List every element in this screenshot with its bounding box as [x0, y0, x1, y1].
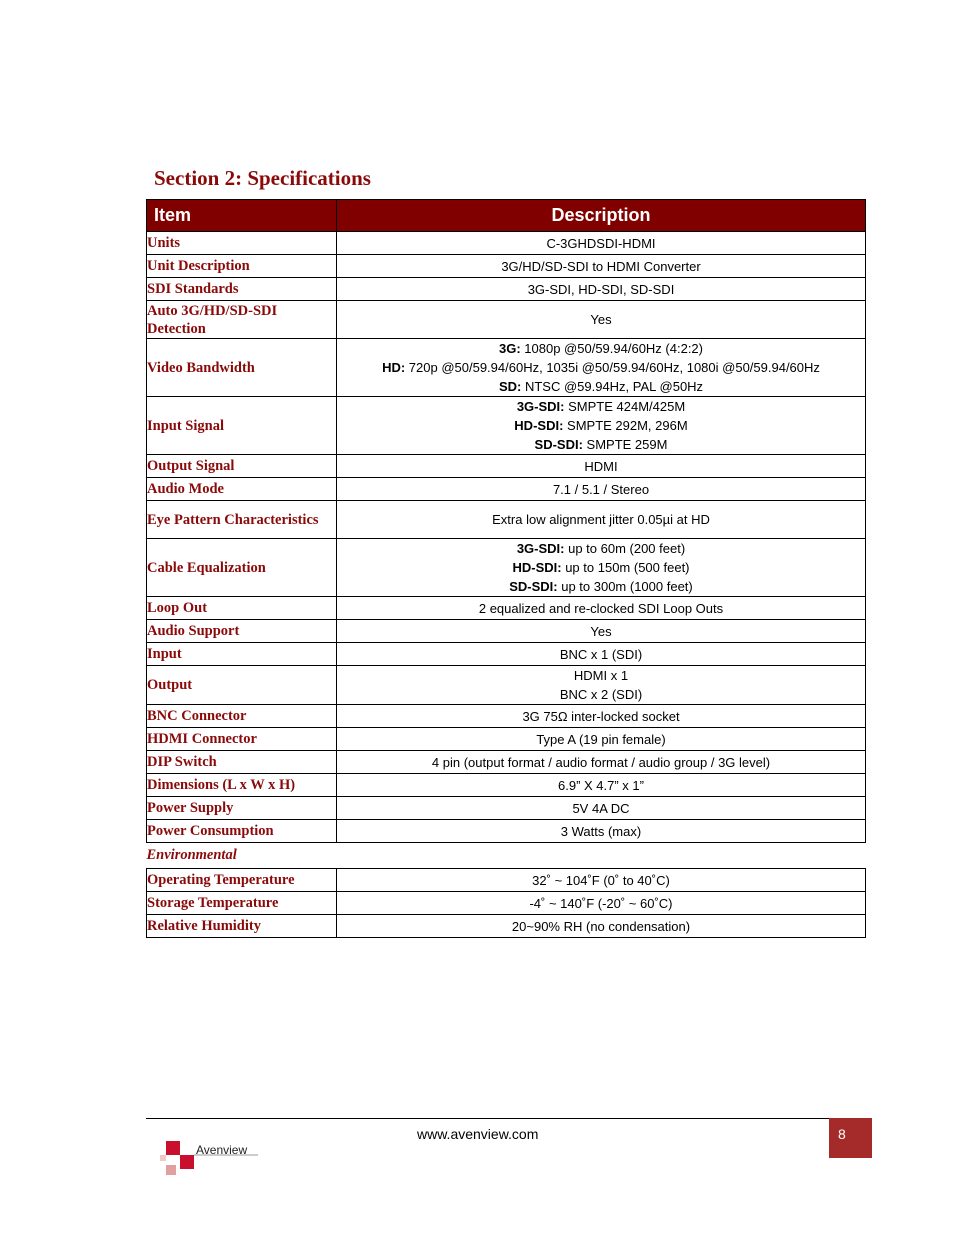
spec-value-line: [337, 822, 865, 841]
spec-value-line: [337, 510, 865, 529]
spec-value-line: [337, 339, 865, 358]
table-header-row: [147, 200, 866, 232]
spec-value-line: [337, 799, 865, 818]
spec-value: [337, 478, 866, 501]
spec-label: SDI Standards: [147, 278, 337, 301]
table-row: [147, 774, 866, 797]
spec-value: [337, 301, 866, 339]
spec-value-text: Extra low alignment jitter 0.05µi at HD: [492, 512, 710, 527]
spec-label: BNC Connector: [147, 705, 337, 728]
spec-value-text: SMPTE 259M: [582, 437, 668, 452]
spec-value: [337, 339, 866, 397]
logo-text: Avenview: [196, 1143, 248, 1157]
header-item: Item: [147, 200, 337, 232]
spec-label: Cable Equalization: [147, 539, 337, 597]
table-row: [147, 501, 866, 539]
spec-label: Auto 3G/HD/SD-SDI Detection: [147, 301, 337, 339]
spec-value: [337, 620, 866, 643]
spec-value-text: 7.1 / 5.1 / Stereo: [552, 481, 650, 497]
spec-label: Input Signal: [147, 397, 337, 455]
spec-value-prefix: HD:: [382, 360, 406, 375]
table-row: [147, 597, 866, 620]
spec-label: Audio Mode: [147, 478, 337, 501]
spec-value: [337, 728, 866, 751]
spec-value: [337, 278, 866, 301]
spec-value: [337, 751, 866, 774]
spec-value: [337, 232, 866, 255]
spec-value-prefix: SD-SDI:: [509, 579, 558, 594]
spec-value-prefix: SD:: [498, 379, 522, 394]
spec-label: Input: [147, 643, 337, 666]
spec-value-text: HDMI x 1: [573, 668, 629, 683]
spec-value-text: 3G/HD/SD-SDI to HDMI Converter: [501, 258, 701, 274]
spec-value-text: SMPTE 292M, 296M: [563, 418, 688, 433]
spec-value-line: [337, 310, 865, 329]
spec-label: Dimensions (L x W x H): [147, 774, 337, 797]
table-row: [147, 620, 866, 643]
spec-body: [147, 232, 866, 938]
spec-value-line: [337, 457, 865, 476]
spec-value-prefix: 3G:: [499, 341, 521, 356]
spec-value: [337, 666, 866, 705]
spec-label: Loop Out: [147, 597, 337, 620]
spec-value-line: [337, 358, 865, 377]
spec-value-text: SMPTE 424M/425M: [564, 399, 686, 414]
spec-value-prefix: HD-SDI:: [512, 560, 562, 575]
environmental-label: Environmental: [147, 843, 866, 869]
spec-value-prefix: 3G-SDI:: [516, 541, 565, 556]
spec-value-line: [337, 776, 865, 795]
spec-value-text: NTSC @59.94Hz, PAL @50Hz: [521, 379, 704, 394]
spec-value-line: [337, 234, 865, 253]
spec-value-line: [337, 435, 865, 454]
spec-value-text: 1080p @50/59.94/60Hz (4:2:2): [520, 341, 703, 356]
spec-value-text: BNC x 2 (SDI): [559, 687, 643, 702]
spec-label: Operating Temperature: [147, 869, 337, 892]
spec-value-text: 720p @50/59.94/60Hz, 1035i @50/59.94/60Hz, 1080i @50/59.94/60Hz: [405, 360, 820, 375]
table-row: [147, 751, 866, 774]
spec-value-line: [337, 730, 865, 749]
spec-value: [337, 820, 866, 843]
footer-url: www.avenview.com: [417, 1126, 539, 1142]
table-row: [147, 892, 866, 915]
table-row: [147, 539, 866, 597]
spec-label: Eye Pattern Characteristics: [147, 501, 337, 539]
spec-label: DIP Switch: [147, 751, 337, 774]
spec-value: [337, 501, 866, 539]
spec-label: Power Consumption: [147, 820, 337, 843]
spec-value-line: [337, 666, 865, 685]
table-row: [147, 397, 866, 455]
spec-value-line: [337, 416, 865, 435]
table-row: [147, 478, 866, 501]
spec-value-line: [337, 917, 865, 936]
spec-label: Storage Temperature: [147, 892, 337, 915]
spec-value: [337, 255, 866, 278]
spec-value-text: Yes: [590, 623, 612, 639]
table-row: [147, 643, 866, 666]
spec-value-line: [337, 645, 865, 664]
spec-value-line: [337, 257, 865, 276]
spec-value-line: [337, 685, 865, 704]
spec-value-line: [337, 377, 865, 396]
table-row: [147, 255, 866, 278]
spec-value: [337, 774, 866, 797]
spec-label: Output Signal: [147, 455, 337, 478]
spec-value: [337, 455, 866, 478]
spec-value-text: 5V 4A DC: [572, 800, 630, 816]
spec-label: Video Bandwidth: [147, 339, 337, 397]
table-row: [147, 915, 866, 938]
spec-value-line: [337, 707, 865, 726]
spec-value-text: 6.9” X 4.7” x 1”: [558, 777, 644, 793]
table-row: [147, 455, 866, 478]
spec-value-line: [337, 622, 865, 641]
spec-label: Unit Description: [147, 255, 337, 278]
spec-value-text: 20~90% RH (no condensation): [511, 918, 691, 934]
table-row: [147, 820, 866, 843]
table-row: [147, 797, 866, 820]
spec-value: [337, 539, 866, 597]
spec-value-text: Type A (19 pin female): [536, 731, 666, 747]
table-row: [147, 278, 866, 301]
spec-value-text: 3G-SDI, HD-SDI, SD-SDI: [527, 281, 675, 297]
spec-value-text: -4˚ ~ 140˚F (-20˚ ~ 60˚C): [529, 895, 673, 911]
spec-value-text: up to 300m (1000 feet): [557, 579, 693, 594]
spec-value-text: 3G 75Ω inter-locked socket: [522, 708, 680, 724]
avenview-logo: [160, 1135, 260, 1181]
spec-label: Output: [147, 666, 337, 705]
spec-value-text: C-3GHDSDI-HDMI: [546, 235, 656, 251]
spec-value-line: [337, 480, 865, 499]
spec-value-text: 3 Watts (max): [560, 823, 642, 839]
spec-label: Units: [147, 232, 337, 255]
spec-value-prefix: SD-SDI:: [534, 437, 583, 452]
spec-label: Power Supply: [147, 797, 337, 820]
spec-label: Relative Humidity: [147, 915, 337, 938]
spec-value-line: [337, 599, 865, 618]
spec-value-line: [337, 871, 865, 890]
spec-value-line: [337, 558, 865, 577]
spec-value: [337, 597, 866, 620]
page-number: 8: [838, 1126, 846, 1142]
spec-value-text: 32˚ ~ 104˚F (0˚ to 40˚C): [532, 872, 670, 888]
table-row: [147, 728, 866, 751]
section-title: Section 2: Specifications: [154, 166, 371, 190]
spec-value-text: 2 equalized and re-clocked SDI Loop Outs: [478, 600, 724, 616]
footer-divider: [146, 1118, 829, 1119]
environmental-row: [147, 843, 866, 869]
spec-value-text: HDMI: [584, 458, 618, 474]
spec-value: [337, 915, 866, 938]
spec-value: [337, 397, 866, 455]
spec-value-text: up to 60m (200 feet): [564, 541, 686, 556]
spec-value-line: [337, 280, 865, 299]
table-row: [147, 705, 866, 728]
spec-value-line: [337, 577, 865, 596]
spec-table: [146, 199, 866, 938]
table-row: [147, 301, 866, 339]
spec-value: [337, 643, 866, 666]
spec-value-text: 4 pin (output format / audio format / audio group / 3G level): [431, 754, 771, 770]
spec-value-line: [337, 753, 865, 772]
spec-value-line: [337, 894, 865, 913]
spec-value: [337, 797, 866, 820]
spec-value-line: [337, 397, 865, 416]
table-row: [147, 666, 866, 705]
spec-value-text: Yes: [590, 312, 612, 327]
spec-value: [337, 869, 866, 892]
spec-value-prefix: HD-SDI:: [514, 418, 564, 433]
spec-value: [337, 892, 866, 915]
header-description: Description: [337, 200, 866, 232]
spec-value-text: BNC x 1 (SDI): [559, 646, 643, 662]
spec-value-text: up to 150m (500 feet): [561, 560, 690, 575]
spec-value: [337, 705, 866, 728]
table-row: [147, 232, 866, 255]
spec-label: HDMI Connector: [147, 728, 337, 751]
table-row: [147, 869, 866, 892]
table-row: [147, 339, 866, 397]
page-number-box: [829, 1118, 872, 1158]
spec-value-line: [337, 539, 865, 558]
spec-value-prefix: 3G-SDI:: [516, 399, 565, 414]
spec-label: Audio Support: [147, 620, 337, 643]
